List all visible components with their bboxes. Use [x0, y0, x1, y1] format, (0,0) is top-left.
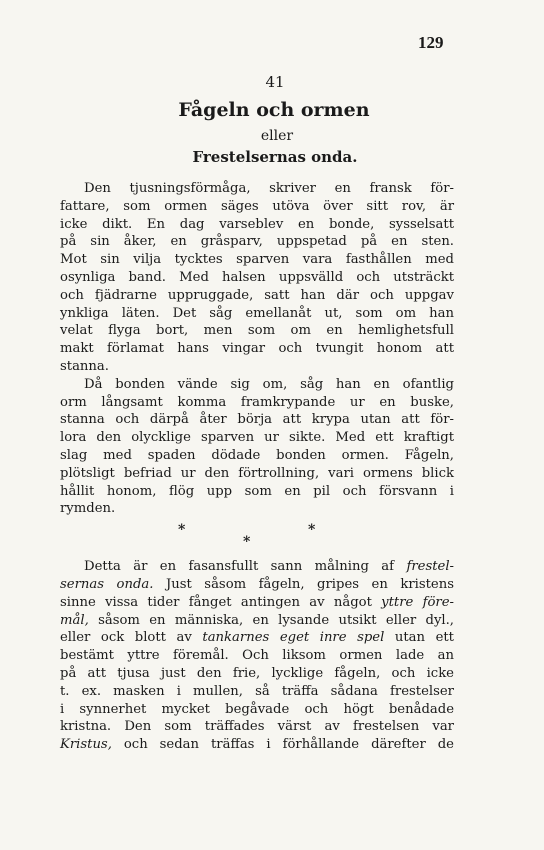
emphasis: Kristus, [60, 737, 112, 753]
text-line: stanna. [60, 358, 109, 374]
text-line [60, 736, 454, 754]
text-line [60, 594, 454, 612]
text-span: eller ock blott av [60, 630, 203, 646]
text-line: kristna. Den som träffades värst av frestelsen var [60, 719, 454, 735]
text-span: Just såsom fågeln, gripes en kristens [153, 576, 454, 592]
emphasis: tankarnes eget inre spel [202, 630, 385, 646]
page-number: 129 [418, 33, 444, 52]
title-connector: eller [260, 128, 294, 144]
text-line [60, 576, 454, 594]
text-line: plötsligt befriad ur den förtrollning, vari ormens blick [60, 465, 454, 481]
body-text [60, 180, 454, 754]
text-span: såsom en människa, en lysande utsikt eller dyl., [88, 612, 454, 628]
text-span: Detta är en fasansfullt sann målning af [84, 559, 407, 575]
text-line: Då bonden vände sig om, såg han en ofantlig [84, 376, 454, 392]
text-line: lora den olycklige sparven ur sikte. Med ett kraftigt [60, 430, 454, 446]
text-line: slag med spaden dödade bonden ormen. Fågeln, [60, 447, 454, 463]
emphasis: sernas onda. [60, 576, 154, 592]
text-line: och fjädrarne uppruggade, satt han där och uppgav [60, 287, 454, 303]
text-line: orm långsamt komma framkrypande ur en buske, [60, 394, 454, 410]
text-line: icke dikt. En dag varseblev en bonde, sysselsatt [60, 216, 454, 232]
text-line: makt förlamat hans vingar och tvungit honom att [60, 341, 454, 357]
text-line: osynliga band. Med halsen uppsvälld och utsträckt [60, 269, 454, 285]
section-separator [60, 522, 454, 552]
text-line [60, 629, 454, 647]
separator-star: * [243, 534, 251, 551]
emphasis: yttre före- [381, 594, 455, 610]
paragraph-1 [60, 180, 454, 376]
text-line: stanna och därpå åter börja att krypa utan att för- [60, 412, 454, 428]
text-line: velat flyga bort, men som om en hemlighetsfull [60, 323, 454, 339]
text-line: fattare, som ormen säges utöva över sitt rov, är [60, 198, 454, 214]
text-line: i synnerhet mycket begåvade och högt benådade [60, 701, 454, 717]
text-span: och sedan träffas i förhållande därefter de [111, 737, 454, 753]
text-span: utan ett [384, 630, 454, 646]
text-line: på sin åker, en gråsparv, uppspetad på en sten. [60, 234, 454, 250]
emphasis: mål, [60, 612, 89, 628]
paragraph-3 [60, 558, 454, 754]
page-subtitle: Frestelsernas onda. [192, 148, 358, 166]
page-title: Fågeln och ormen [178, 99, 370, 121]
separator-star: * [308, 522, 316, 539]
emphasis: frestel- [406, 559, 454, 575]
chapter-number: 41 [265, 73, 285, 91]
separator-star: * [178, 522, 186, 539]
text-line: hållit honom, flög upp som en pil och försvann i [60, 483, 454, 499]
text-line: ynkliga läten. Det såg emellanåt ut, som om han [60, 305, 454, 321]
text-line: Den tjusningsförmåga, skriver en fransk för- [84, 181, 454, 196]
text-line: Mot sin vilja tycktes sparven vara fasthållen med [60, 252, 454, 268]
text-line [60, 612, 454, 630]
text-line: t. ex. masken i mullen, så träffa sådana frestelser [60, 683, 454, 699]
text-line [60, 558, 454, 576]
text-line: bestämt yttre föremål. Och liksom ormen lade an [60, 648, 454, 664]
text-span: sinne vissa tider fånget antingen av något [60, 594, 382, 610]
paragraph-2 [60, 376, 454, 518]
text-line: rymden. [60, 501, 116, 517]
text-line: på att tjusa just den frie, lycklige fågeln, och icke [60, 665, 454, 681]
